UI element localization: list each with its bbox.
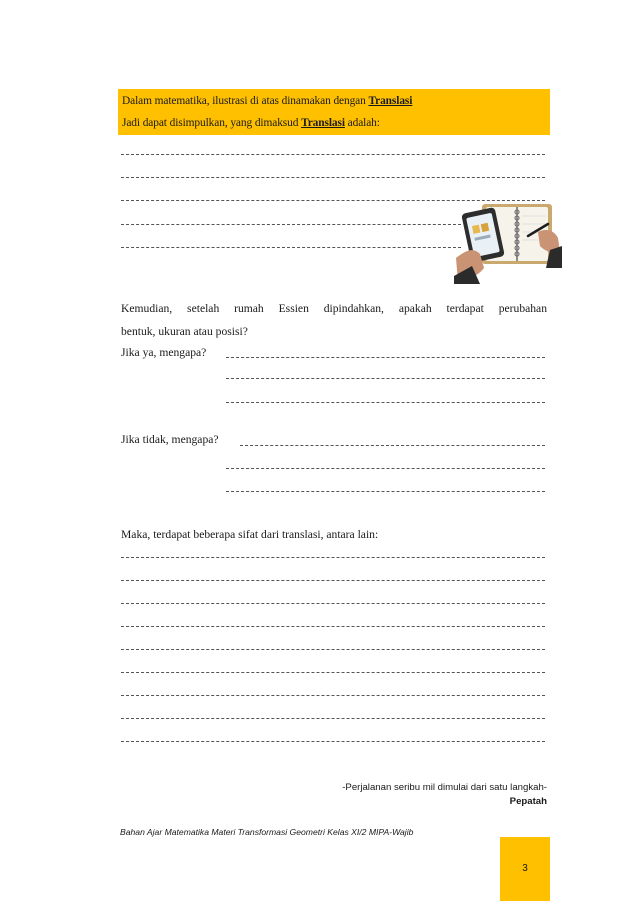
if-yes-label: Jika ya, mengapa? (121, 346, 207, 359)
definition-line-2-suffix: adalah: (344, 117, 380, 129)
answer-line-prop-6[interactable] (121, 672, 545, 673)
answer-line-prop-5[interactable] (121, 649, 545, 650)
answer-line-yes-2[interactable] (226, 378, 545, 379)
answer-line-yes-1[interactable] (226, 357, 545, 358)
page-number-box (500, 837, 550, 901)
answer-line-prop-1[interactable] (121, 557, 545, 558)
proverb-author: Pepatah (509, 796, 547, 807)
answer-line-no-2[interactable] (226, 468, 545, 469)
if-no-label: Jika tidak, mengapa? (121, 433, 219, 446)
answer-line-yes-3[interactable] (226, 402, 545, 403)
translasi-term-2: Translasi (301, 117, 345, 129)
answer-line-def-2[interactable] (121, 177, 545, 178)
answer-line-prop-9[interactable] (121, 741, 545, 742)
definition-line-2 (122, 115, 380, 131)
definition-line-1 (122, 93, 412, 109)
translasi-term: Translasi (368, 95, 413, 107)
footer-book-title: Bahan Ajar Matematika Materi Transformasi Geometri Kelas XI/2 MIPA-Wajib (120, 827, 414, 837)
answer-line-prop-2[interactable] (121, 580, 545, 581)
definition-line-2-text: Jadi dapat disimpulkan, yang dimaksud (122, 117, 302, 129)
answer-line-prop-8[interactable] (121, 718, 545, 719)
definition-line-1-text: Dalam matematika, ilustrasi di atas dinamakan dengan (122, 95, 369, 107)
answer-line-prop-3[interactable] (121, 603, 545, 604)
properties-intro: Maka, terdapat beberapa sifat dari translasi, antara lain: (121, 528, 379, 541)
answer-line-prop-7[interactable] (121, 695, 545, 696)
answer-line-prop-4[interactable] (121, 626, 545, 627)
question-line-2: bentuk, ukuran atau posisi? (121, 325, 248, 338)
proverb-quote: -Perjalanan seribu mil dimulai dari satu langkah- (342, 782, 547, 793)
answer-line-no-1[interactable] (240, 445, 545, 446)
answer-line-def-5[interactable] (121, 247, 461, 248)
question-line-1: Kemudian, setelah rumah Essien dipindahkan, apakah terdapat perubahan (121, 302, 547, 315)
answer-line-def-4[interactable] (121, 224, 461, 225)
hand-holding-phone-over-notebook-illustration (454, 196, 562, 284)
answer-line-def-1[interactable] (121, 154, 545, 155)
page-number: 3 (522, 863, 528, 874)
answer-line-no-3[interactable] (226, 491, 545, 492)
